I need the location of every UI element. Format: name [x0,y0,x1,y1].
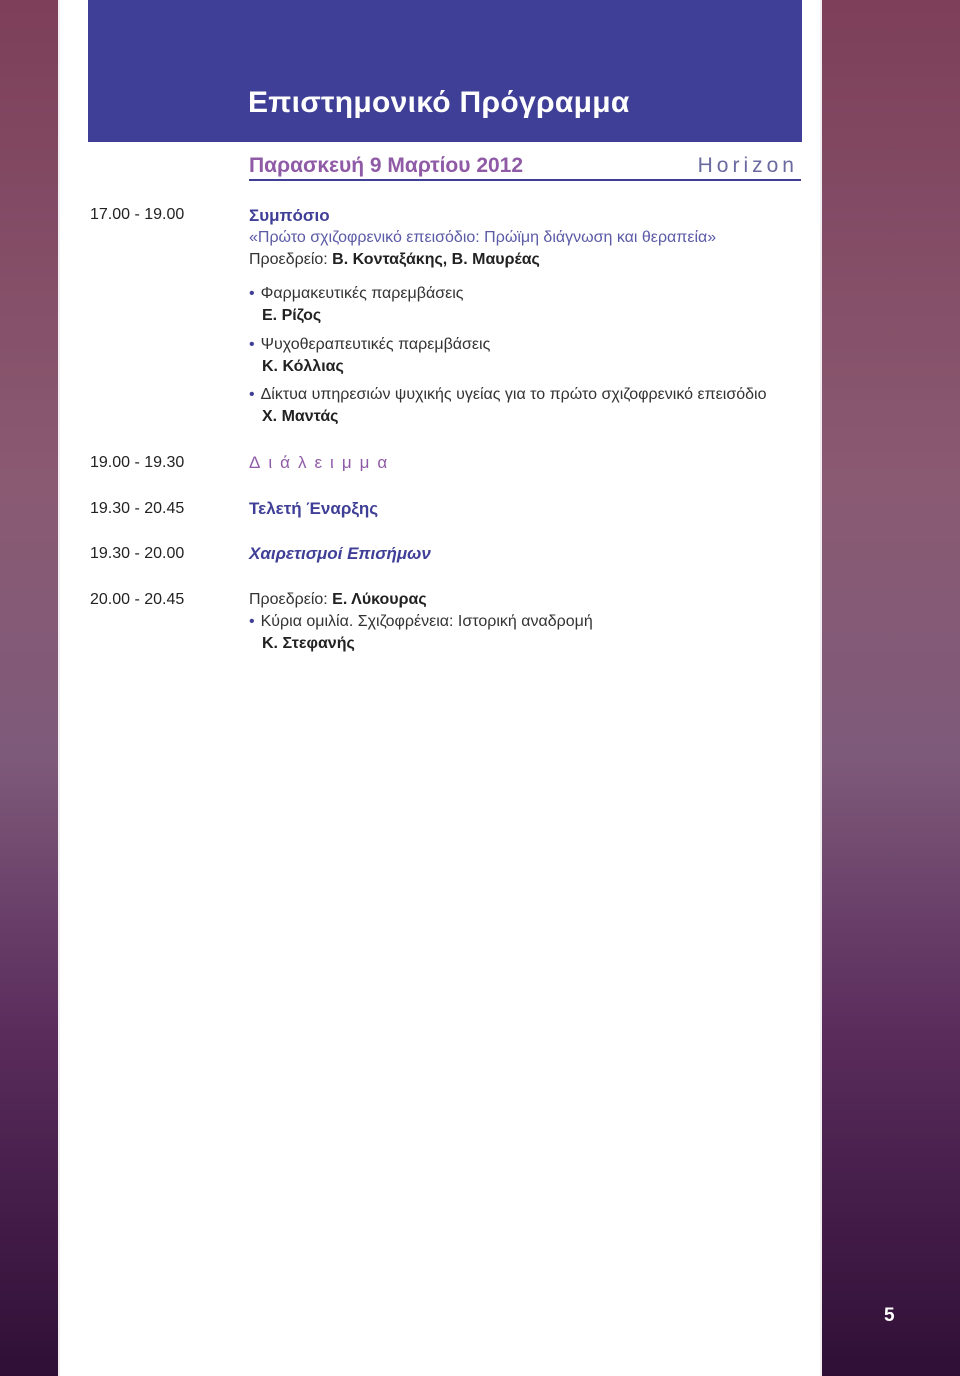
chair-label: Προεδρείο: [249,251,333,268]
talk-title: Κύρια ομιλία. Σχιζοφρένεια: Ιστορική αναδρομή [260,613,593,630]
session-chair [249,591,427,609]
session-title: Χαιρετισμοί Επισήμων [249,544,431,563]
session-chair [249,251,540,269]
break-label: Διάλειμμα [249,453,396,472]
chair-names: Β. Κονταξάκης, Β. Μαυρέας [332,251,540,268]
venue-label: Horizon [697,154,798,177]
session-time: 20.00 - 20.45 [90,591,185,608]
bullet-icon: • [249,386,255,403]
day-title: Παρασκευή 9 Μαρτίου 2012 [249,154,524,177]
chair-label: Προεδρείο: [249,591,333,608]
talk-title: Ψυχοθεραπευτικές παρεμβάσεις [260,336,491,353]
talk-speaker: Κ. Κόλλιας [262,358,344,375]
bullet-icon: • [249,285,255,302]
page-title: Επιστημονικό Πρόγραμμα [248,86,630,119]
talk-item [249,336,490,354]
talk-item [249,285,463,303]
bullet-icon: • [249,336,255,353]
session-subtitle: «Πρώτο σχιζοφρενικό επεισόδιο: Πρώϊμη διάγνωση και θεραπεία» [249,229,717,246]
talk-title: Φαρμακευτικές παρεμβάσεις [260,285,464,302]
session-time: 19.00 - 19.30 [90,454,185,471]
chair-names: Ε. Λύκουρας [332,591,427,608]
day-divider [249,179,801,181]
page-number: 5 [884,1305,895,1326]
session-time: 19.30 - 20.45 [90,500,185,517]
session-title: Συμπόσιο [249,206,330,225]
talk-speaker: Ε. Ρίζος [262,307,322,324]
talk-item [249,386,766,404]
header-band [88,0,802,142]
talk-speaker: Κ. Στεφανής [262,635,355,652]
bullet-icon: • [249,613,255,630]
talk-item [249,613,593,631]
session-time: 17.00 - 19.00 [90,206,185,223]
talk-title: Δίκτυα υπηρεσιών ψυχικής υγείας για το πρώτο σχιζοφρενικό επεισόδιο [260,386,767,403]
page-edge-right [820,0,822,1376]
session-title: Τελετή Έναρξης [249,499,379,518]
session-time: 19.30 - 20.00 [90,545,185,562]
talk-speaker: Χ. Μαντάς [262,408,339,425]
